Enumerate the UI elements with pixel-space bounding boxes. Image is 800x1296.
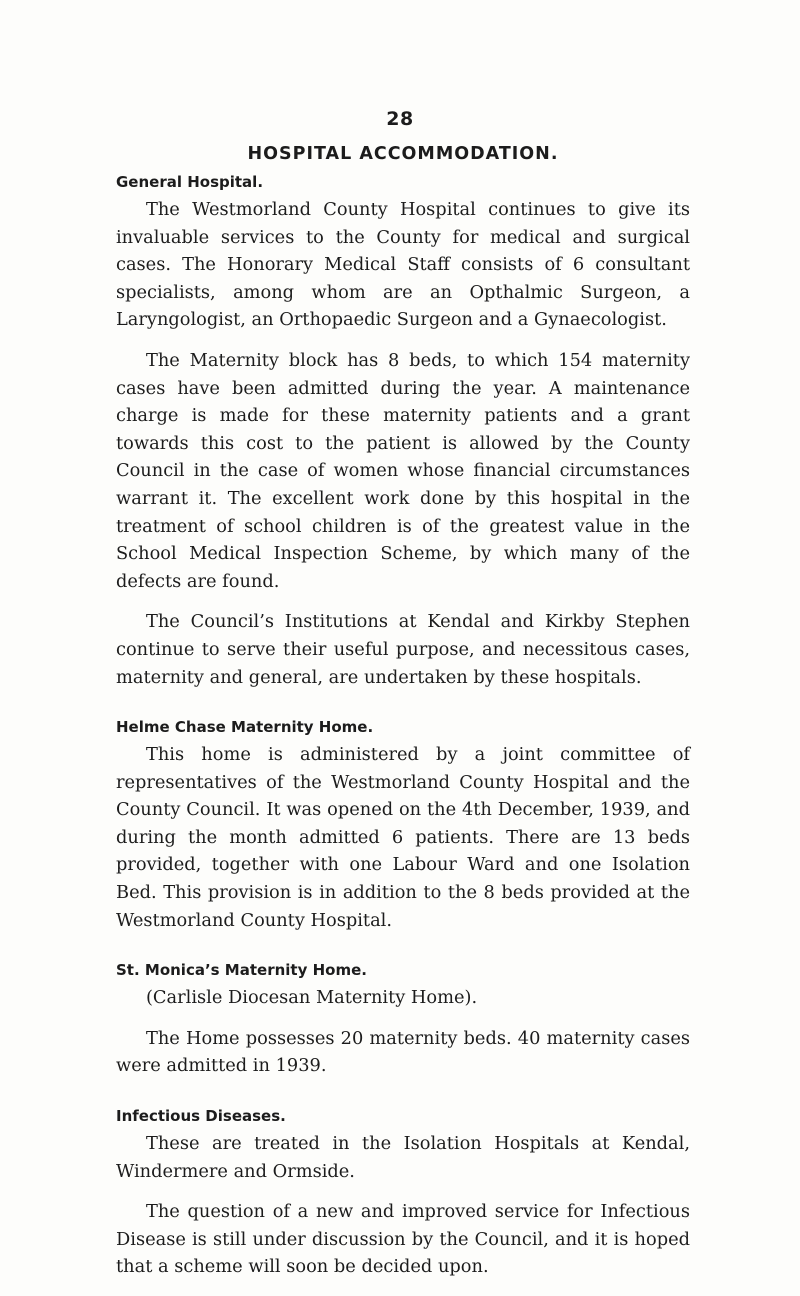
section-heading: Helme Chase Maternity Home. xyxy=(116,718,374,737)
section-heading: General Hospital. xyxy=(116,173,264,191)
paragraph: The Home possesses 20 maternity beds. 40 maternity cases were admitted in 1939. xyxy=(116,1027,690,1077)
document-body xyxy=(116,144,690,1281)
section-heading: St. Monica’s Maternity Home. xyxy=(116,961,367,980)
section-heading: Infectious Diseases. xyxy=(116,1107,286,1126)
paragraph: The Maternity block has 8 beds, to which 154 maternity cases have been admitted during the year. A maintenance charge is made for these maternity patients and a grant towards this cost to the patient is allowed by the County Council in the case of women whose financial circumstances warrant it. The excellent work done by this hospital in the treatment of school children is of the greatest value in the School Medical Inspection Scheme, by which many of the defects are found. xyxy=(116,349,690,592)
section-general-hospital xyxy=(116,168,690,691)
page-title: HOSPITAL ACCOMMODATION. xyxy=(247,144,559,164)
paragraph: The Council’s Institutions at Kendal and Kirkby Stephen continue to serve their useful purpose, and necessitous cases, maternity and general, are undertaken by these hospitals. xyxy=(116,611,690,688)
page-number: 28 xyxy=(386,108,414,130)
paragraph: (Carlisle Diocesan Maternity Home). xyxy=(146,987,478,1009)
paragraph: The Westmorland County Hospital continues to give its invaluable services to the County for medical and surgical cases. The Honorary Medical Staff consists of 6 consultant specialists, among whom are an Opthalmic Surgeon, a Laryngologist, an Orthopaedic Surgeon and a Gynaecologist. xyxy=(116,199,690,331)
paragraph: These are treated in the Isolation Hospitals at Kendal, Windermere and Ormside. xyxy=(116,1133,690,1182)
paragraph: The question of a new and improved service for Infectious Disease is still under discussion by the Council, and it is hoped that a scheme will soon be decided upon. xyxy=(116,1201,690,1278)
section-infectious-diseases xyxy=(116,1102,690,1281)
section-st-monicas xyxy=(116,956,690,1080)
paragraph: This home is administered by a joint committee of representatives of the Westmorland County Hospital and the County Council. It was opened on the 4th December, 1939, and during the month admitted 6 patients. There are 13 beds provided, together with one Labour Ward and one Isolation Bed. This provision is in addition to the 8 beds provided at the Westmorland County Hospital. xyxy=(116,744,690,931)
section-helme-chase xyxy=(116,713,690,934)
